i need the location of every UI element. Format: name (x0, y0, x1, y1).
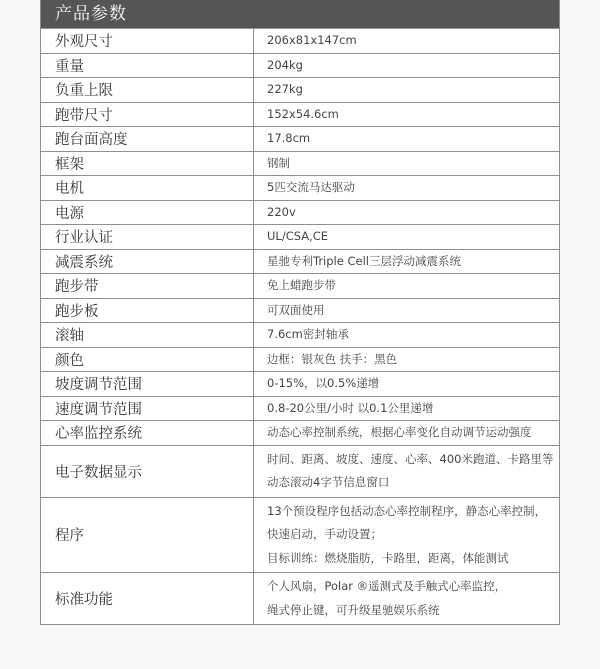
spec-value (254, 323, 560, 348)
spec-label: 重量 (41, 53, 254, 78)
spec-row (41, 78, 559, 103)
spec-value-line: 204kg (267, 57, 303, 72)
spec-value-line: 17.8cm (267, 131, 311, 145)
spec-value (254, 347, 560, 372)
spec-value (254, 127, 560, 152)
spec-label: 负重上限 (41, 78, 254, 103)
spec-value-line: 227kg (267, 82, 303, 96)
spec-row (41, 151, 559, 176)
spec-label: 坡度调节范围 (41, 372, 254, 397)
spec-value (254, 102, 560, 127)
spec-label: 心率监控系统 (41, 421, 254, 446)
spec-row (41, 421, 559, 446)
spec-value-line: 206x81x147cm (267, 33, 357, 47)
spec-label: 跑步板 (41, 298, 254, 323)
spec-row (41, 200, 559, 225)
spec-label: 程序 (41, 497, 254, 573)
spec-label: 跑步带 (41, 274, 254, 299)
spec-value-line: 目标训练：燃烧脂肪，卡路里，距离，体能测试 (267, 550, 509, 565)
spec-value-line: 动态滚动4字节信息窗口 (267, 475, 390, 489)
spec-card (40, 0, 560, 625)
spec-label: 跑带尺寸 (41, 102, 254, 127)
spec-row (41, 225, 559, 250)
spec-row (41, 53, 559, 78)
spec-value (254, 372, 560, 397)
spec-row (41, 298, 559, 323)
spec-table-body (41, 29, 559, 625)
spec-value-line: 星驰专利Triple Cell三层浮动减震系统 (267, 253, 461, 268)
spec-value (254, 497, 560, 573)
spec-value-line: 0-15%，以0.5%递增 (267, 376, 380, 390)
spec-row (41, 29, 559, 54)
spec-label: 电机 (41, 176, 254, 201)
spec-value-line: 绳式停止键，可升级星驰娱乐系统 (267, 602, 440, 617)
spec-value (254, 200, 560, 225)
spec-value (254, 573, 560, 625)
spec-row (41, 445, 559, 497)
spec-value-line: 钢制 (267, 155, 290, 170)
spec-table (41, 28, 559, 624)
spec-value-line: 可双面使用 (267, 302, 325, 317)
spec-label: 跑台面高度 (41, 127, 254, 152)
spec-value-line: 220v (267, 204, 296, 219)
spec-header: 产品参数 (41, 0, 559, 28)
spec-value (254, 421, 560, 446)
spec-row (41, 249, 559, 274)
spec-row (41, 372, 559, 397)
spec-value-line: 动态心率控制系统，根据心率变化自动调节运动强度 (267, 425, 532, 439)
spec-label: 外观尺寸 (41, 29, 254, 54)
spec-label: 减震系统 (41, 249, 254, 274)
spec-value (254, 445, 560, 497)
spec-label: 颜色 (41, 347, 254, 372)
spec-row (41, 127, 559, 152)
spec-label: 滚轴 (41, 323, 254, 348)
spec-row (41, 347, 559, 372)
spec-row (41, 176, 559, 201)
spec-value-line: 13个预设程序包括动态心率控制程序，静态心率控制， (267, 503, 547, 518)
spec-value (254, 274, 560, 299)
spec-value (254, 151, 560, 176)
spec-label: 速度调节范围 (41, 396, 254, 421)
spec-value (254, 176, 560, 201)
spec-label: 框架 (41, 151, 254, 176)
spec-value-line: UL/CSA,CE (267, 229, 329, 243)
spec-value (254, 78, 560, 103)
spec-value (254, 298, 560, 323)
spec-label: 电源 (41, 200, 254, 225)
spec-value-line: 个人风扇，Polar ®遥测式及手触式心率监控， (267, 579, 507, 593)
spec-value-line: 0.8-20公里/小时 以0.1公里递增 (267, 400, 434, 415)
spec-value-line: 免上蜡跑步带 (267, 278, 336, 292)
spec-row (41, 102, 559, 127)
spec-value-line: 边框：银灰色 扶手：黑色 (267, 351, 398, 366)
spec-label: 标准功能 (41, 573, 254, 625)
spec-value-line: 时间、距离、坡度、速度、心率、400米跑道、卡路里等 (267, 451, 554, 466)
spec-value-line: 152x54.6cm (267, 106, 339, 121)
spec-value (254, 53, 560, 78)
spec-value (254, 29, 560, 54)
spec-row (41, 323, 559, 348)
spec-value-line: 7.6cm密封轴承 (267, 327, 349, 341)
spec-value (254, 396, 560, 421)
spec-row (41, 573, 559, 625)
spec-row (41, 274, 559, 299)
spec-value-line: 5匹交流马达驱动 (267, 180, 355, 194)
spec-value-line: 快速启动，手动设置； (267, 527, 382, 541)
spec-row (41, 396, 559, 421)
spec-value (254, 249, 560, 274)
spec-row (41, 497, 559, 573)
spec-label: 电子数据显示 (41, 445, 254, 497)
spec-label: 行业认证 (41, 225, 254, 250)
spec-value (254, 225, 560, 250)
